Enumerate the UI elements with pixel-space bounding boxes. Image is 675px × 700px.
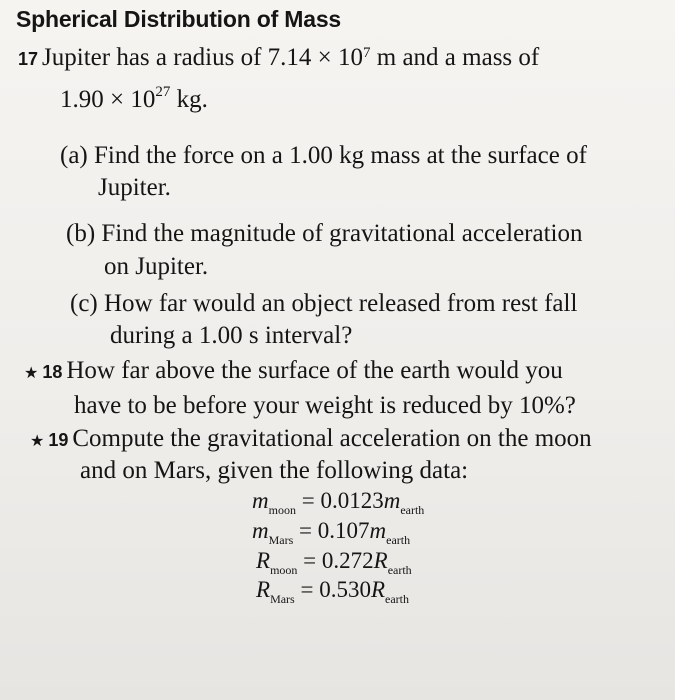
problem-text: How far above the surface of the earth would you [66,357,563,384]
problem-number: 19 [48,430,69,450]
eq-subscript: earth [400,503,425,517]
problem-text: Jupiter has a radius of 7.14 × 10 [42,44,364,71]
part-c-line2: during a 1.00 s interval? [110,322,353,349]
eq-value: 0.107 [317,518,370,543]
eq-subscript: earth [385,592,410,606]
problem-19-line2: and on Mars, given the following data: [80,457,469,484]
problem-text: m and a mass of [370,44,540,71]
problem-19-line1 [30,425,592,453]
problem-17-line2 [60,83,208,114]
eq-variable: m [383,488,401,513]
problem-18-line2: have to be before your weight is reduced by 10%? [74,392,576,419]
eq-subscript: Mars [268,533,294,547]
eq-subscript: moon [270,563,298,577]
exponent: 27 [155,83,171,100]
part-a-line1: (a) Find the force on a 1.00 kg mass at the surface of [60,142,587,169]
part-a-line2: Jupiter. [98,174,171,201]
equation-r-mars [256,577,410,606]
problem-text: kg. [170,86,208,113]
star-icon: ★ [24,363,39,382]
part-b-line2: on Jupiter. [104,253,209,280]
problem-text: 1.90 × 10 [60,86,156,113]
section-heading: Spherical Distribution of Mass [16,6,341,32]
eq-sign: = [294,577,320,602]
problem-number: 18 [42,362,63,382]
star-icon: ★ [30,431,45,450]
problem-text: Compute the gravitational acceleration on the moon [72,425,592,452]
eq-variable: m [252,518,269,543]
eq-variable: R [256,577,271,602]
problem-17-line1 [18,44,539,72]
exponent: 7 [363,44,371,61]
part-b-line1: (b) Find the magnitude of gravitational acceleration [66,220,583,247]
part-c-line1: (c) How far would an object released from rest fall [70,290,578,317]
problem-18-line1 [24,357,563,385]
problem-number: 17 [18,49,39,69]
eq-variable: m [369,518,387,543]
eq-variable: R [373,548,388,573]
equation-r-moon [256,548,412,577]
eq-subscript: moon [268,503,296,517]
eq-sign: = [295,488,321,513]
eq-value: 0.0123 [320,488,384,513]
eq-subscript: Mars [270,592,295,606]
eq-sign: = [297,548,322,573]
eq-value: 0.530 [319,577,371,602]
eq-value: 0.272 [321,548,374,573]
eq-variable: R [370,577,386,602]
eq-sign: = [293,518,318,543]
eq-variable: R [256,548,271,573]
equation-m-moon [252,488,425,517]
eq-subscript: earth [386,533,411,547]
equation-m-mars [252,518,411,547]
eq-subscript: earth [387,563,412,577]
eq-variable: m [252,488,269,513]
